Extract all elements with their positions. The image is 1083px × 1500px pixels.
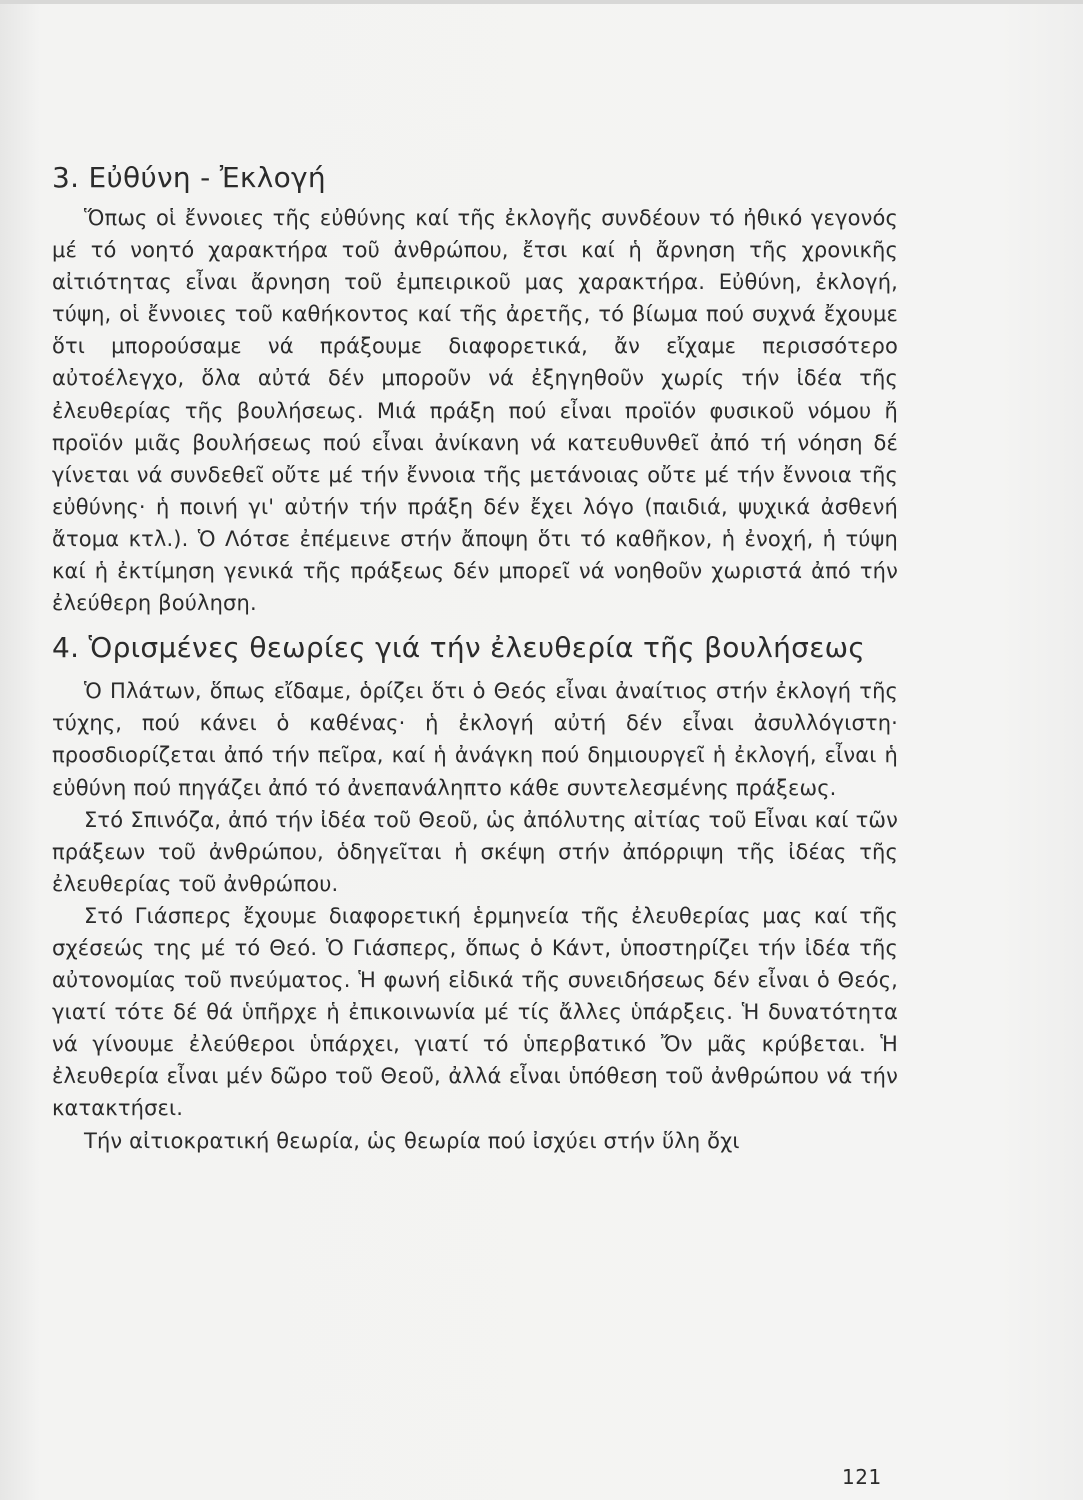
section-4-paragraph-4: Τήν αἰτιοκρατική θεωρία, ὡς θεωρία πού ἰσχύει στήν ὕλη ὄχι [84,1128,740,1153]
section-3-heading: 3. Εὐθύνη - Ἐκλογή [52,161,326,194]
text-block [52,150,898,1157]
section-4-heading: 4. Ὁρισμένες θεωρίες γιά τήν ἐλευθερία τῆς βουλήσεως [52,631,866,665]
scan-edge [0,0,1083,4]
section-4-paragraph-2: Στό Σπινόζα, ἀπό τήν ἰδέα τοῦ Θεοῦ, ὡς ἀπόλυτης αἰτίας τοῦ Εἶναι καί τῶν πράξεων τοῦ ἀνθρώπου, ὁδηγεῖται ἡ σκέψη στήν ἀπόρριψη τῆς ἰδέας τῆς ἐλευθερίας τοῦ ἀνθρώπου. [52,807,898,896]
section-4-paragraph-1: Ὁ Πλάτων, ὅπως εἴδαμε, ὁρίζει ὅτι ὁ Θεός εἶναι ἀναίτιος στήν ἐκλογή τῆς τύχης, πού κάνει ὁ καθένας· ἡ ἐκλογή αὐτή δέν εἶναι ἀσυλλόγιστη· προσδιορίζεται ἀπό τήν πεῖρα, καί ἡ ἀνάγκη πού δημιουργεῖ ἡ ἐκλογή, εἶναι ἡ εὐθύνη πού πηγάζει ἀπό τό ἀνεπανάληπτο κάθε συντελεσμένης πράξεως. [52,679,898,800]
section-4-paragraph-3: Στό Γιάσπερς ἔχουμε διαφορετική ἑρμηνεία τῆς ἐλευθερίας μας καί τῆς σχέσεώς της μέ τό Θεό. Ὁ Γιάσπερς, ὅπως ὁ Κάντ, ὑποστηρίζει τήν ἰδέα τῆς αὐτονομίας τοῦ πνεύματος. Ἡ φωνή εἰδικά τῆς συνειδήσεως δέν εἶναι ὁ Θεός, γιατί τότε δέ θά ὑπῆρχε ἡ ἐπικοινωνία μέ τίς ἄλλες ὑπάρξεις. Ἡ δυνατότητα νά γίνουμε ἐλεύθεροι ὑπάρχει, γιατί τό ὑπερβατικό Ὄν μᾶς κρύβεται. Ἡ ἐλευθερία εἶναι μέν δῶρο τοῦ Θεοῦ, ἀλλά εἶναι ὑπόθεση τοῦ ἀνθρώπου νά τήν κατακτήσει. [52,903,898,1121]
section-3-paragraph-1: Ὅπως οἱ ἔννοιες τῆς εὐθύνης καί τῆς ἐκλογῆς συνδέουν τό ἠθικό γεγονός μέ τό νοητό χαρακτήρα τοῦ ἀνθρώπου, ἔτσι καί ἡ ἄρνηση τῆς χρονικῆς αἰτιότητας εἶναι ἄρνηση τοῦ ἐμπειρικοῦ μας χαρακτήρα. Εὐθύνη, ἐκλογή, τύψη, οἱ ἔννοιες τοῦ καθήκοντος καί τῆς ἀρετῆς, τό βίωμα πού συχνά ἔχουμε ὅτι μπορούσαμε νά πράξουμε διαφορετικά, ἄν εἴχαμε περισσότερο αὐτοέλεγχο, ὅλα αὐτά δέν μποροῦν νά ἐξηγηθοῦν χωρίς τήν ἰδέα τῆς ἐλευθερίας τῆς βουλήσεως. Μιά πράξη πού εἶναι προϊόν φυσικοῦ νόμου ἤ προϊόν μιᾶς βουλήσεως πού εἶναι ἀνίκανη νά κατευθυνθεῖ ἀπό τή νόηση δέ γίνεται νά συνδεθεῖ οὔτε μέ τήν ἔννοια τῆς μετάνοιας οὔτε μέ τήν ἔννοια τῆς εὐθύνης· ἡ ποινή γι' αὐτήν τήν πράξη δέν ἔχει λόγο (παιδιά, ψυχικά ἀσθενή ἄτομα κτλ.). Ὁ Λότσε ἐπέμεινε στήν ἄποψη ὅτι τό καθῆκον, ἡ ἐνοχή, ἡ τύψη καί ἡ ἐκτίμηση γενικά τῆς πράξεως δέν μπορεῖ νά νοηθοῦν χωριστά ἀπό τήν ἐλεύθερη βούληση. [52,206,898,616]
page-number: 121 [842,1465,882,1489]
